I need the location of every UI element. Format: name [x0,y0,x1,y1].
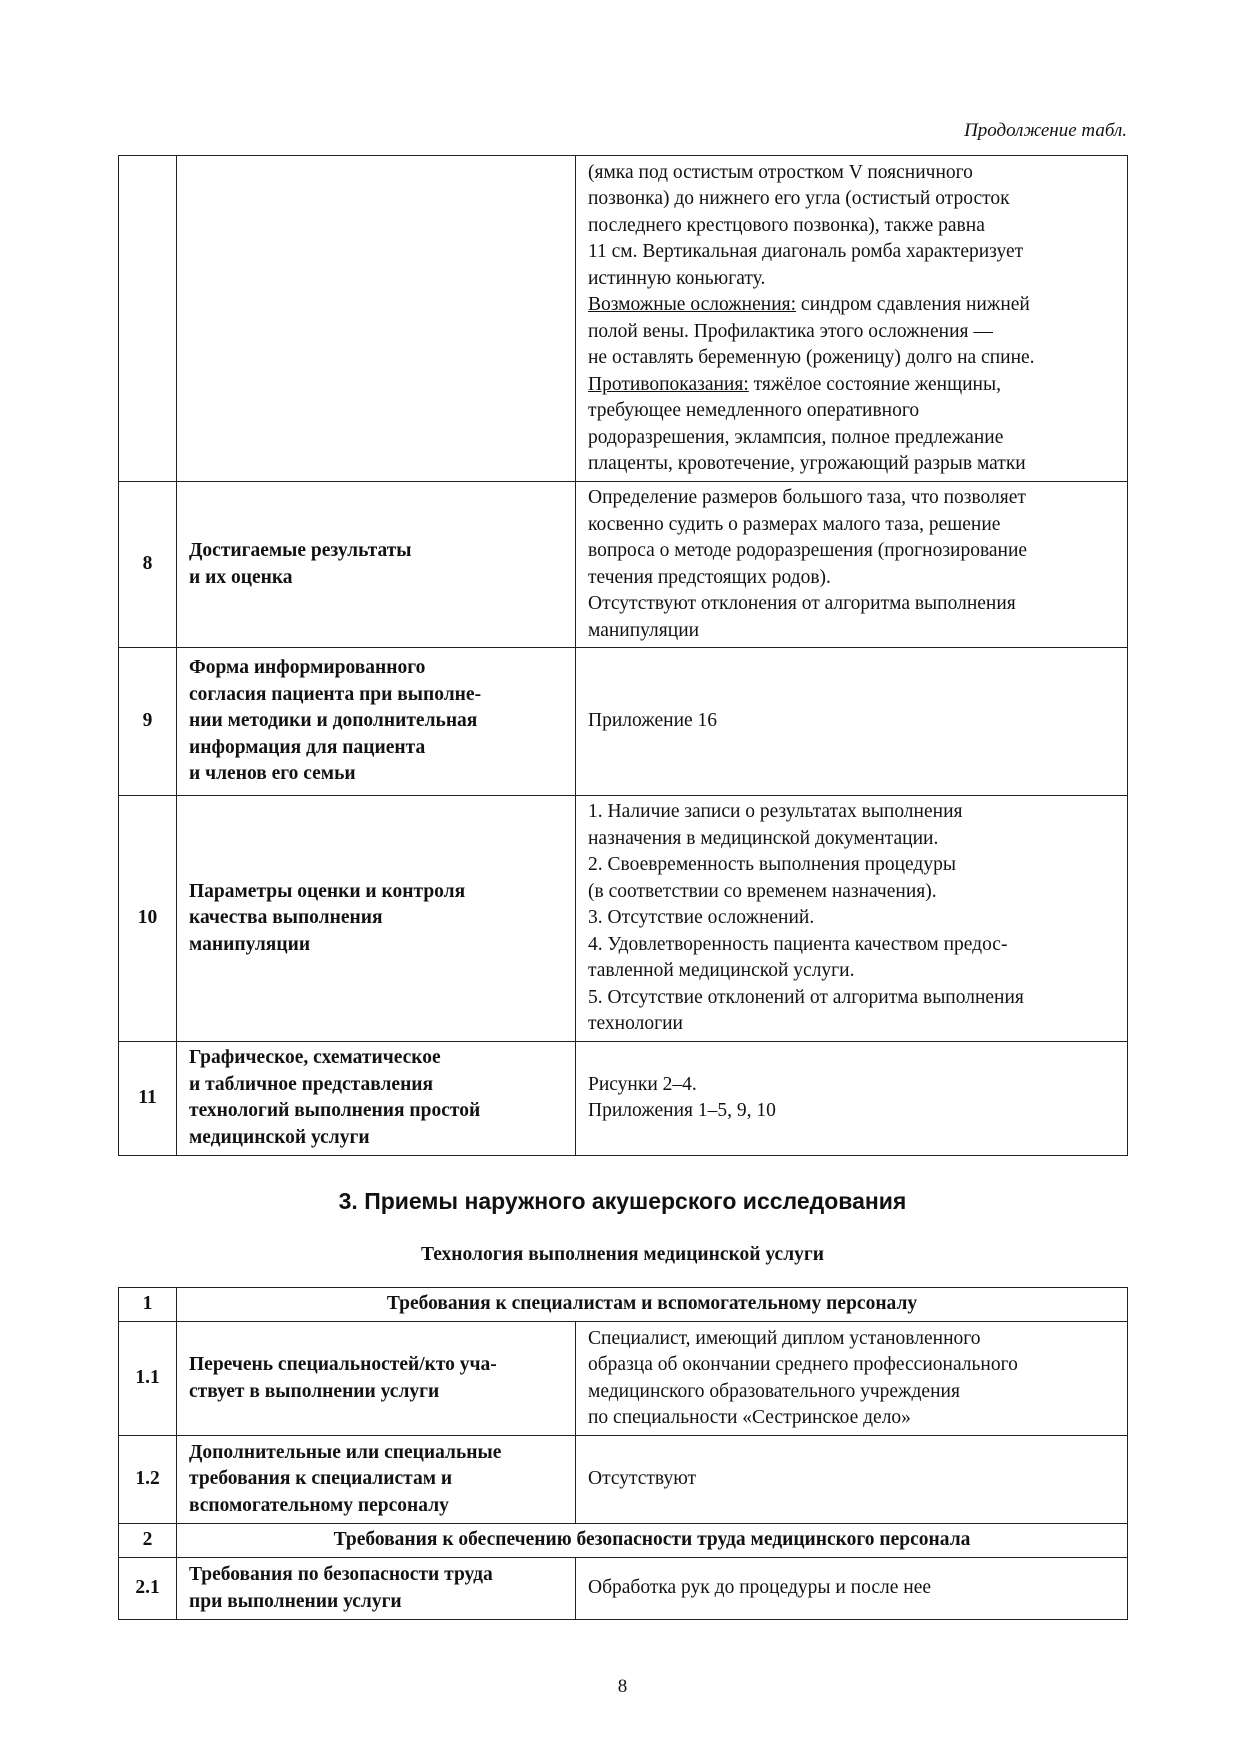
row-number: 10 [119,796,177,1042]
content-line: 2. Своевременность выполнения процедуры [588,854,956,875]
contraindications-text: тяжёлое состояние женщины, [748,373,1001,395]
name-line: манипуляции [189,933,311,955]
row-content [576,156,1128,482]
content-line: Рисунки 2–4. [588,1073,697,1095]
name-line: вспомогательному персоналу [189,1494,449,1516]
name-line: Достигаемые результаты [189,540,412,561]
content-line: течения предстоящих родов). [588,566,831,588]
table-row [119,1436,1128,1524]
row-content [576,1558,1128,1620]
complications-text: синдром сдавления нижней [796,294,1030,315]
row-name [177,156,576,482]
content-line: косвенно судить о размерах малого таза, решение [588,513,1001,535]
name-line: при выполнении услуги [189,1590,402,1612]
row-number: 2 [119,1524,177,1558]
row-content [576,1041,1128,1155]
content-line: тавленной медицинской услуги. [588,960,855,981]
section-heading: Требования к специалистам и вспомогательному персоналу [177,1288,1128,1322]
row-number: 9 [119,648,177,796]
name-line: Дополнительные или специальные [189,1441,502,1463]
content-line: образца об окончании среднего профессионального [588,1354,1018,1375]
content-line: (ямка под остистым отростком V поясничного [588,161,973,183]
name-line: технологий выполнения простой [189,1100,481,1121]
content-line: истинную коньюгату. [588,267,766,289]
row-content [576,648,1128,796]
table-row [119,648,1128,796]
table-row [119,482,1128,648]
row-content [576,1436,1128,1524]
name-line: Форма информированного [189,657,426,679]
name-line: Параметры оценки и контроля [189,880,466,902]
content-line: 5. Отсутствие отклонений от алгоритма выполнения [588,986,1024,1008]
technology-table [118,1287,1128,1620]
content-line: позвонка) до нижнего его угла (остистый отросток [588,188,1010,209]
procedure-table-continued [118,155,1128,1156]
table-section-row [119,1524,1128,1558]
section-heading: Требования к обеспечению безопасности труда медицинского персонала [177,1524,1128,1558]
row-content [576,482,1128,648]
content-line: по специальности «Сестринское дело» [588,1407,911,1428]
table-row [119,156,1128,482]
content-line [588,292,1116,319]
page-number: 8 [617,1676,628,1697]
complications-label: Возможные осложнения: [588,294,797,315]
content-line: 3. Отсутствие осложнений. [588,907,815,928]
name-line: информация для пациента [189,736,426,758]
name-line: ствует в выполнении услуги [189,1380,440,1402]
content-line: Определение размеров большого таза, что позволяет [588,487,1026,508]
content-line: (в соответствии со временем назначения). [588,880,937,902]
row-number: 1.2 [119,1436,177,1524]
name-line: качества выполнения [189,907,383,928]
content-line: Специалист, имеющий диплом установленного [588,1327,981,1349]
continuation-note: Продолжение табл. [964,120,1127,141]
content-line: Приложения 1–5, 9, 10 [588,1100,776,1121]
name-line: согласия пациента при выполне- [189,683,482,705]
row-number: 2.1 [119,1558,177,1620]
content-line: полой вены. Профилактика этого осложнения — [588,320,993,342]
row-name [177,1041,576,1155]
content-line: манипуляции [588,619,700,641]
content-line: плаценты, кровотечение, угрожающий разрыв матки [588,453,1026,474]
name-line: и табличное представления [189,1073,434,1095]
row-number: 8 [119,482,177,648]
table-row [119,1041,1128,1155]
name-line: Графическое, схематическое [189,1047,441,1068]
row-name [177,1558,576,1620]
row-content [576,796,1128,1042]
content-line: последнего крестцового позвонка), также равна [588,214,985,236]
row-content [576,1322,1128,1436]
section-title: 3. Приемы наружного акушерского исследования [338,1188,907,1214]
content-line: Обработка рук до процедуры и после нее [588,1577,932,1599]
table-row [119,1558,1128,1620]
row-name [177,648,576,796]
content-line: 4. Удовлетворенность пациента качеством предос- [588,933,1008,955]
content-line: Отсутствуют [588,1468,697,1490]
name-line: Перечень специальностей/кто уча- [189,1354,497,1375]
name-line: нии методики и дополнительная [189,710,478,732]
content-line: Отсутствуют отклонения от алгоритма выполнения [588,593,1016,614]
content-line: 1. Наличие записи о результатах выполнения [588,801,963,822]
content-line: Приложение 16 [588,710,718,732]
content-line: назначения в медицинской документации. [588,827,939,849]
content-line: вопроса о методе родоразрешения (прогнозирование [588,540,1028,561]
name-line: медицинской услуги [189,1126,370,1148]
subsection-title: Технология выполнения медицинской услуги [421,1244,824,1265]
table-row [119,796,1128,1042]
row-name [177,482,576,648]
row-number: 1 [119,1288,177,1322]
content-line: 11 см. Вертикальная диагональ ромба характеризует [588,241,1024,262]
content-line: медицинского образовательного учреждения [588,1380,960,1402]
row-name [177,796,576,1042]
name-line: и членов его семьи [189,763,356,785]
contraindications-label: Противопоказания: [588,373,749,395]
row-number [119,156,177,482]
table-section-row [119,1288,1128,1322]
name-line: и их оценка [189,566,293,588]
content-line: технологии [588,1013,683,1034]
table-row [119,1322,1128,1436]
name-line: Требования по безопасности труда [189,1564,493,1585]
content-line: не оставлять беременную (роженицу) долго на спине. [588,347,1035,368]
row-number: 1.1 [119,1322,177,1436]
row-number: 11 [119,1041,177,1155]
content-line: родоразрешения, эклампсия, полное предлежание [588,426,1004,448]
content-line: требующее немедленного оперативного [588,400,920,421]
content-line [588,372,1116,399]
row-name [177,1322,576,1436]
row-name [177,1436,576,1524]
name-line: требования к специалистам и [189,1468,453,1490]
